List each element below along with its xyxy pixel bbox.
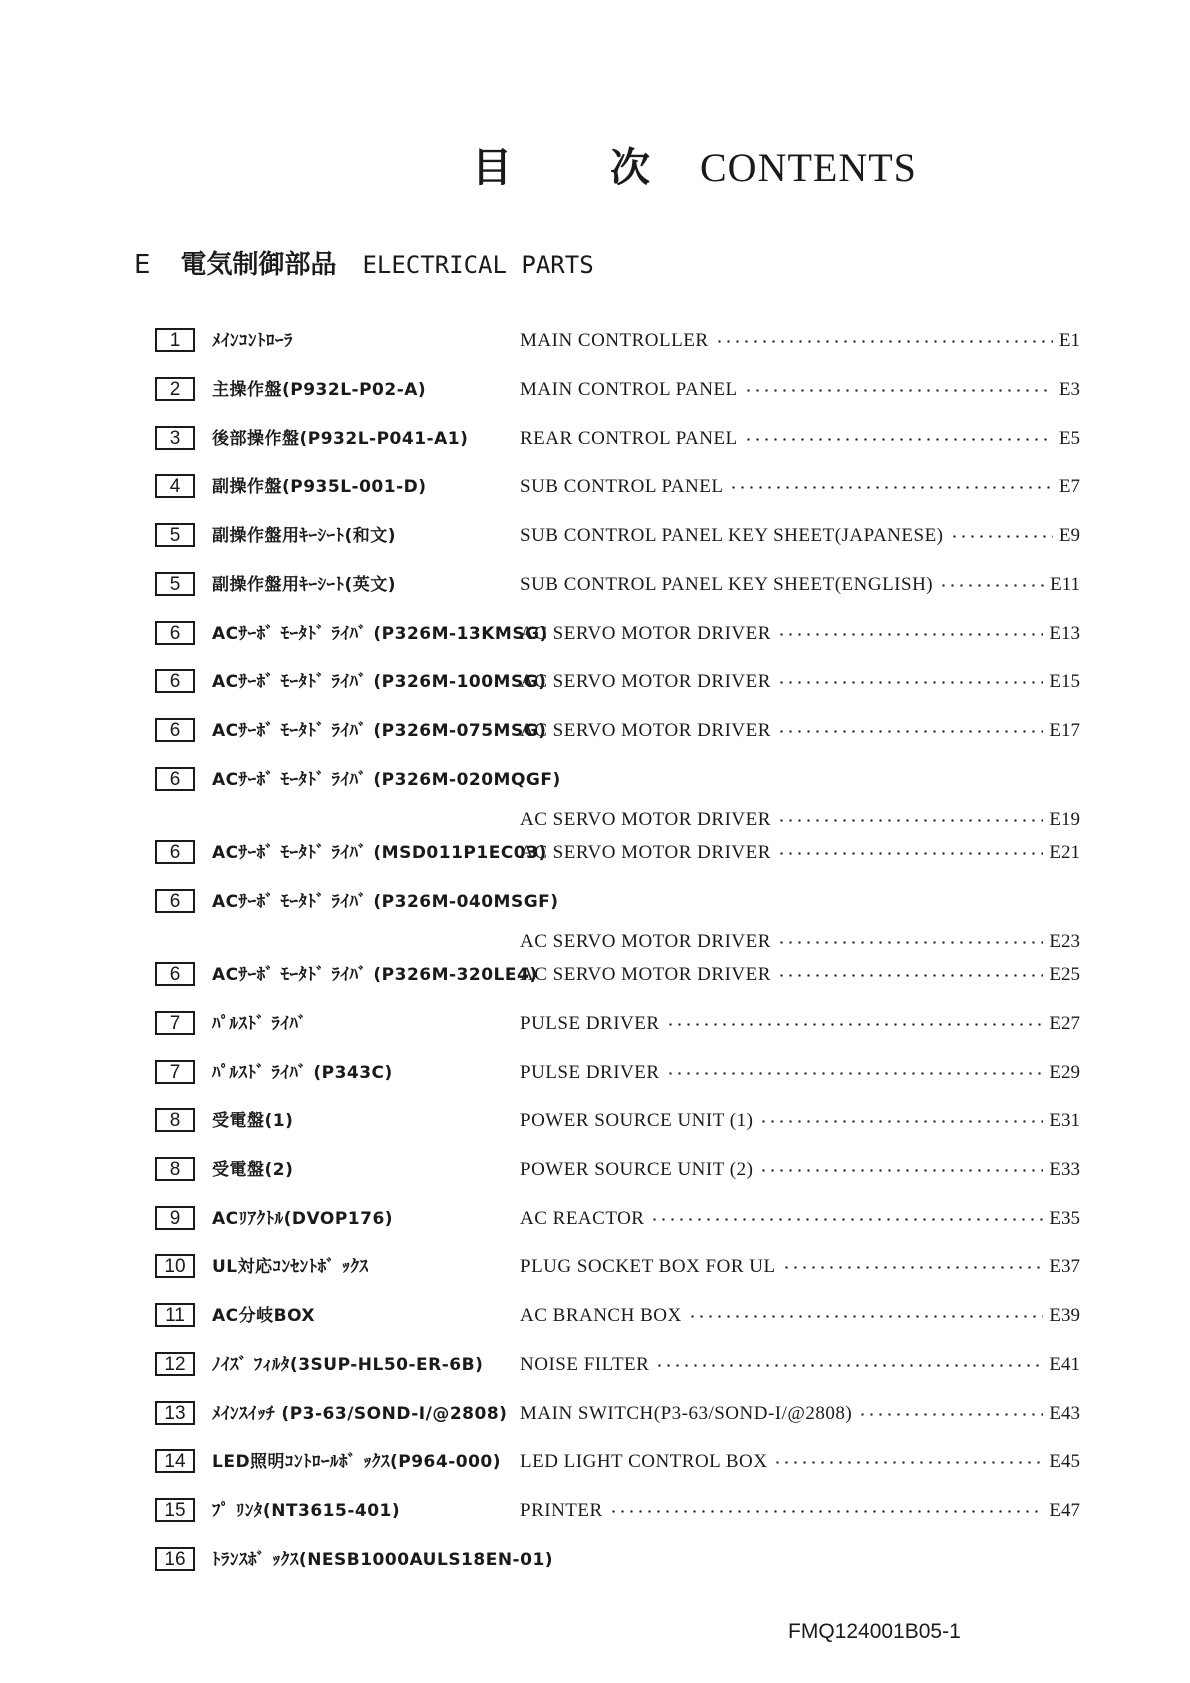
entry-japanese-label: 主操作盤(P932L-P02-A) xyxy=(212,380,427,400)
entry-english-label: POWER SOURCE UNIT (1) xyxy=(520,1110,754,1131)
entry-page-number: E25 xyxy=(1049,964,1080,985)
entry-japanese-label: ﾊﾟﾙｽﾄﾞ ﾗｲﾊﾞ (P343C) xyxy=(212,1063,393,1083)
entry-page-number: E7 xyxy=(1058,476,1080,497)
entry-number-box: 9 xyxy=(155,1206,195,1230)
entry-page-number: E35 xyxy=(1049,1208,1080,1229)
entry-page-number: E3 xyxy=(1058,379,1080,400)
entry-number-box: 7 xyxy=(155,1011,195,1035)
toc-entry[interactable] xyxy=(0,1301,1190,1331)
entry-number-box: 14 xyxy=(155,1449,195,1473)
entry-english-label: PULSE DRIVER xyxy=(520,1062,660,1083)
entry-page-number: E23 xyxy=(1049,931,1080,952)
entry-english-label: LED LIGHT CONTROL BOX xyxy=(520,1451,768,1472)
entry-english-line xyxy=(520,326,1080,356)
entry-page-number: E1 xyxy=(1058,330,1080,351)
entry-english-label: REAR CONTROL PANEL xyxy=(520,428,738,449)
entry-english-line xyxy=(520,424,1080,454)
entry-page-number: E37 xyxy=(1049,1256,1080,1277)
entry-number-box: 3 xyxy=(155,426,195,450)
entry-japanese-label: 受電盤(1) xyxy=(212,1111,294,1131)
entry-number-box: 1 xyxy=(155,328,195,352)
entry-english-label: AC SERVO MOTOR DRIVER xyxy=(520,931,771,952)
entry-japanese-label: ACｻｰﾎﾞ ﾓｰﾀﾄﾞ ﾗｲﾊﾞ (P326M-040MSGF) xyxy=(212,892,559,912)
dot-leader xyxy=(609,1509,1044,1513)
toc-entry[interactable] xyxy=(0,1252,1190,1282)
entry-japanese-label: ﾄﾗﾝｽﾎﾞ ｯｸｽ(NESB1000AULS18EN-01) xyxy=(212,1550,554,1570)
entry-english-label: AC SERVO MOTOR DRIVER xyxy=(520,623,771,644)
dot-leader xyxy=(773,1460,1043,1464)
entry-number-box: 6 xyxy=(155,889,195,913)
entry-number-box: 12 xyxy=(155,1352,195,1376)
entry-number-box: 6 xyxy=(155,718,195,742)
entry-english-line xyxy=(520,1496,1080,1526)
entry-page-number: E45 xyxy=(1049,1451,1080,1472)
entry-english-label: SUB CONTROL PANEL KEY SHEET(ENGLISH) xyxy=(520,574,934,595)
entry-page-number: E19 xyxy=(1049,809,1080,830)
entry-number-box: 2 xyxy=(155,377,195,401)
entry-japanese-label: ACｻｰﾎﾞ ﾓｰﾀﾄﾞ ﾗｲﾊﾞ (P326M-075MSG) xyxy=(212,721,547,741)
entry-english-line xyxy=(520,667,1080,697)
entry-japanese-label: ﾌﾟ ﾘﾝﾀ(NT3615-401) xyxy=(212,1501,401,1521)
entry-english-line xyxy=(520,838,1080,868)
section-english: ELECTRICAL PARTS xyxy=(362,251,594,279)
entry-english-label: AC SERVO MOTOR DRIVER xyxy=(520,809,771,830)
entry-english-line xyxy=(520,1447,1080,1477)
toc-entry[interactable] xyxy=(0,570,1190,600)
toc-entry[interactable] xyxy=(0,716,1190,746)
entry-number-box: 10 xyxy=(155,1254,195,1278)
toc-entry[interactable] xyxy=(0,667,1190,697)
toc-entry[interactable] xyxy=(0,887,1190,952)
dot-leader xyxy=(650,1217,1043,1221)
entry-english-label: SUB CONTROL PANEL KEY SHEET(JAPANESE) xyxy=(520,525,944,546)
entry-page-number: E41 xyxy=(1049,1354,1080,1375)
entry-english-line xyxy=(520,472,1080,502)
entry-english-label: PLUG SOCKET BOX FOR UL xyxy=(520,1256,776,1277)
entry-english-label: AC SERVO MOTOR DRIVER xyxy=(520,842,771,863)
entry-english-label: SUB CONTROL PANEL xyxy=(520,476,724,497)
entry-english-line xyxy=(520,619,1080,649)
entry-english-label: AC SERVO MOTOR DRIVER xyxy=(520,671,771,692)
entry-english-label: PRINTER xyxy=(520,1500,603,1521)
entry-page-number: E17 xyxy=(1049,720,1080,741)
entry-english-label: AC BRANCH BOX xyxy=(520,1305,682,1326)
entry-english-label: MAIN CONTROL PANEL xyxy=(520,379,738,400)
title-kanji-1: 目 xyxy=(472,145,512,191)
toc-entry[interactable] xyxy=(0,326,1190,356)
entry-page-number: E47 xyxy=(1049,1500,1080,1521)
entry-page-number: E39 xyxy=(1049,1305,1080,1326)
entry-number-box: 6 xyxy=(155,840,195,864)
toc-entry[interactable] xyxy=(0,1058,1190,1088)
entry-number-box: 6 xyxy=(155,962,195,986)
entry-english-line xyxy=(520,1155,1080,1185)
dot-leader xyxy=(759,1119,1043,1123)
entry-page-number: E5 xyxy=(1058,428,1080,449)
entry-japanese-label: AC分岐BOX xyxy=(212,1306,316,1326)
toc-entry[interactable] xyxy=(0,1496,1190,1526)
dot-leader xyxy=(950,534,1053,538)
entry-japanese-label: LED照明ｺﾝﾄﾛｰﾙﾎﾞ ｯｸｽ(P964-000) xyxy=(212,1452,502,1472)
entry-number-box: 8 xyxy=(155,1157,195,1181)
dot-leader xyxy=(655,1363,1043,1367)
dot-leader xyxy=(729,485,1052,489)
title-kanji-2: 次 xyxy=(610,145,650,191)
entry-english-line xyxy=(520,1106,1080,1136)
entry-english-line xyxy=(520,1204,1080,1234)
entry-english-line xyxy=(520,1399,1080,1429)
entry-number-box: 6 xyxy=(155,767,195,791)
toc-entry[interactable] xyxy=(0,521,1190,551)
dot-leader xyxy=(777,818,1043,822)
dot-leader xyxy=(688,1314,1044,1318)
dot-leader xyxy=(939,583,1044,587)
entry-japanese-label: 後部操作盤(P932L-P041-A1) xyxy=(212,429,469,449)
entry-english-label: AC SERVO MOTOR DRIVER xyxy=(520,964,771,985)
entry-japanese-label: ACｻｰﾎﾞ ﾓｰﾀﾄﾞ ﾗｲﾊﾞ (MSD011P1EC03) xyxy=(212,843,547,863)
dot-leader xyxy=(715,339,1053,343)
toc-entry[interactable] xyxy=(0,619,1190,649)
entry-english-label: PULSE DRIVER xyxy=(520,1013,660,1034)
entry-english-line xyxy=(520,716,1080,746)
entry-page-number: E29 xyxy=(1049,1062,1080,1083)
entry-english-line xyxy=(520,1350,1080,1380)
dot-leader xyxy=(777,632,1043,636)
section-letter: E xyxy=(134,250,151,280)
dot-leader xyxy=(777,940,1043,944)
entry-number-box: 8 xyxy=(155,1108,195,1132)
section-heading xyxy=(134,245,594,285)
entry-number-box: 5 xyxy=(155,523,195,547)
entry-japanese-label: 副操作盤用ｷｰｼｰﾄ(英文) xyxy=(212,575,397,595)
entry-english-label: AC REACTOR xyxy=(520,1208,645,1229)
entry-page-number: E43 xyxy=(1049,1403,1080,1424)
dot-leader xyxy=(744,388,1053,392)
entry-japanese-label: ACｻｰﾎﾞ ﾓｰﾀﾄﾞ ﾗｲﾊﾞ (P326M-13KMSG) xyxy=(212,624,548,644)
dot-leader xyxy=(777,851,1043,855)
dot-leader xyxy=(782,1265,1044,1269)
entry-english-label: POWER SOURCE UNIT (2) xyxy=(520,1159,754,1180)
toc-entry[interactable] xyxy=(0,1399,1190,1429)
entry-japanese-label: ACｻｰﾎﾞ ﾓｰﾀﾄﾞ ﾗｲﾊﾞ (P326M-020MQGF) xyxy=(212,770,561,790)
dot-leader xyxy=(744,437,1053,441)
toc-entry[interactable] xyxy=(0,1350,1190,1380)
entry-english-line xyxy=(520,1252,1080,1282)
entry-page-number: E31 xyxy=(1049,1110,1080,1131)
entry-number-box: 16 xyxy=(155,1547,195,1571)
entry-japanese-label: ﾒｲﾝｽｲｯﾁ (P3-63/SOND-I/@2808) xyxy=(212,1404,508,1424)
toc-entry[interactable] xyxy=(0,1204,1190,1234)
entry-page-number: E33 xyxy=(1049,1159,1080,1180)
entry-number-box: 6 xyxy=(155,621,195,645)
entry-page-number: E27 xyxy=(1049,1013,1080,1034)
entry-number-box: 11 xyxy=(155,1303,195,1327)
entry-english-label: MAIN CONTROLLER xyxy=(520,330,709,351)
toc-entry[interactable] xyxy=(0,1009,1190,1039)
toc-entry[interactable] xyxy=(0,838,1190,868)
entry-number-box: 6 xyxy=(155,669,195,693)
dot-leader xyxy=(666,1071,1044,1075)
toc-entry[interactable] xyxy=(0,1155,1190,1185)
entry-number-box: 13 xyxy=(155,1401,195,1425)
toc-entry[interactable] xyxy=(0,375,1190,405)
entry-page-number: E21 xyxy=(1049,842,1080,863)
entry-japanese-label: 受電盤(2) xyxy=(212,1160,294,1180)
dot-leader xyxy=(759,1168,1043,1172)
entry-number-box: 15 xyxy=(155,1498,195,1522)
entry-english-line xyxy=(520,927,1080,957)
toc-entry[interactable] xyxy=(0,472,1190,502)
entry-japanese-label: ﾊﾟﾙｽﾄﾞ ﾗｲﾊﾞ xyxy=(212,1014,307,1034)
dot-leader xyxy=(858,1412,1043,1416)
title-english: CONTENTS xyxy=(700,145,917,190)
entry-japanese-label: ﾒｲﾝｺﾝﾄﾛｰﾗ xyxy=(212,331,293,351)
toc-entry[interactable] xyxy=(0,960,1190,990)
entry-english-line xyxy=(520,1009,1080,1039)
page-title xyxy=(0,138,1190,198)
entry-japanese-label: 副操作盤(P935L-001-D) xyxy=(212,477,427,497)
entry-japanese-label: ACｻｰﾎﾞ ﾓｰﾀﾄﾞ ﾗｲﾊﾞ (P326M-100MSG) xyxy=(212,672,547,692)
entry-japanese-label: ﾉｲｽﾞ ﾌｨﾙﾀ(3SUP-HL50-ER-6B) xyxy=(212,1355,484,1375)
entry-number-box: 5 xyxy=(155,572,195,596)
entry-number-box: 7 xyxy=(155,1060,195,1084)
toc-entry[interactable] xyxy=(0,424,1190,454)
entry-page-number: E13 xyxy=(1049,623,1080,644)
document-code: FMQ124001B05-1 xyxy=(788,1620,961,1643)
dot-leader xyxy=(666,1022,1044,1026)
entry-english-line xyxy=(520,1058,1080,1088)
entry-english-line xyxy=(520,805,1080,835)
entry-english-line xyxy=(520,1301,1080,1331)
section-japanese: 電気制御部品 xyxy=(180,250,337,280)
toc-entry[interactable] xyxy=(0,765,1190,830)
entry-english-line xyxy=(520,960,1080,990)
entry-english-label: NOISE FILTER xyxy=(520,1354,650,1375)
toc-entry[interactable] xyxy=(0,1106,1190,1136)
entry-japanese-label: ACﾘｱｸﾄﾙ(DVOP176) xyxy=(212,1209,394,1229)
entry-english-label: MAIN SWITCH(P3-63/SOND-I/@2808) xyxy=(520,1403,853,1424)
entry-page-number: E15 xyxy=(1049,671,1080,692)
dot-leader xyxy=(777,729,1043,733)
entry-japanese-label: UL対応ｺﾝｾﾝﾄﾎﾞ ｯｸｽ xyxy=(212,1257,369,1277)
entry-english-line xyxy=(520,375,1080,405)
dot-leader xyxy=(777,680,1043,684)
entry-page-number: E9 xyxy=(1058,525,1080,546)
toc-entry[interactable] xyxy=(0,1545,1190,1575)
entry-page-number: E11 xyxy=(1050,574,1080,595)
entry-english-label: AC SERVO MOTOR DRIVER xyxy=(520,720,771,741)
entry-japanese-label: 副操作盤用ｷｰｼｰﾄ(和文) xyxy=(212,526,397,546)
entry-number-box: 4 xyxy=(155,474,195,498)
entry-english-line xyxy=(520,570,1080,600)
entry-japanese-label: ACｻｰﾎﾞ ﾓｰﾀﾄﾞ ﾗｲﾊﾞ (P326M-320LE4) xyxy=(212,965,538,985)
dot-leader xyxy=(777,973,1043,977)
entry-english-line xyxy=(520,521,1080,551)
toc-entry[interactable] xyxy=(0,1447,1190,1477)
